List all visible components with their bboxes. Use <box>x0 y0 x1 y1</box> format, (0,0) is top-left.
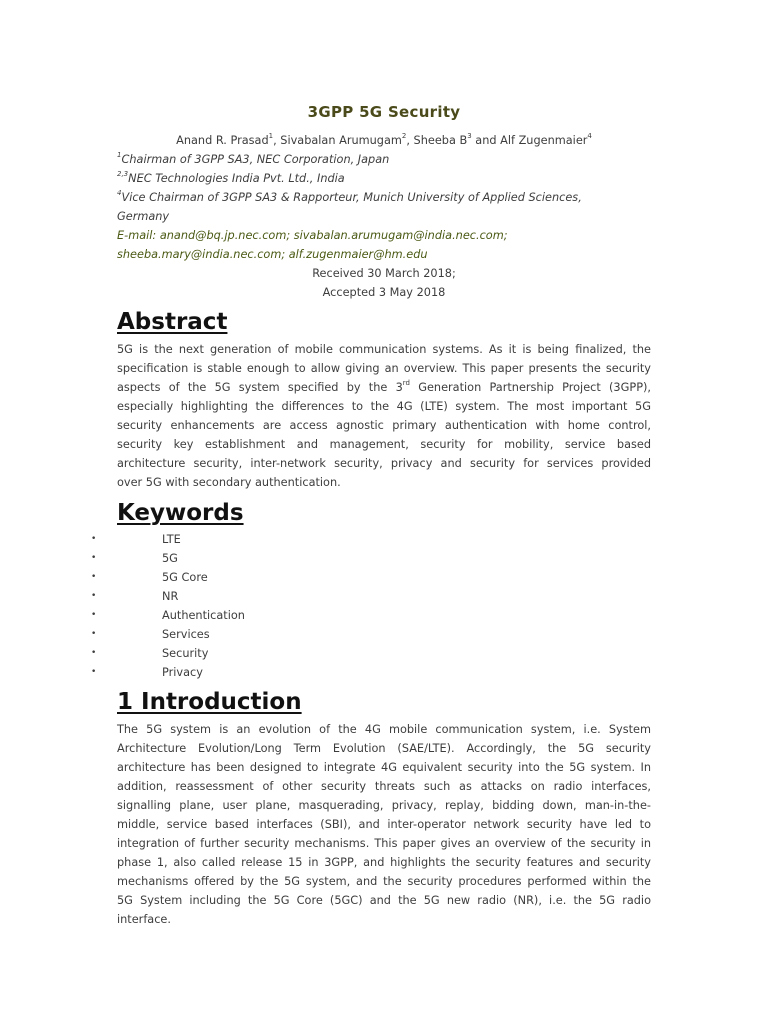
keyword-label: NR <box>162 590 179 603</box>
keyword-label: Services <box>162 628 210 641</box>
affiliation-line <box>117 169 345 188</box>
abstract-line: 5G is the next generation of mobile communication systems. As it is being finalized, the <box>117 343 651 356</box>
affiliation-continuation: Germany <box>117 210 170 223</box>
email-line: E-mail: anand@bq.jp.nec.com; sivabalan.arumugam@india.nec.com; <box>117 229 508 242</box>
ordinal-suffix: rd <box>402 379 410 388</box>
introduction-line: mechanisms offered by the 5G system, and the security procedures performed within the <box>117 875 651 888</box>
abstract-line: security key establishment and management, security for mobility, service based <box>117 438 651 451</box>
introduction-line: interface. <box>117 913 171 926</box>
introduction-line: integration of further security mechanisms. This paper gives an overview of the security in <box>117 837 651 850</box>
author-list <box>0 131 768 150</box>
keyword-label: LTE <box>162 533 181 546</box>
abstract-line: architecture security, inter-network security, privacy and security for services provided <box>117 457 651 470</box>
keyword-label: Privacy <box>162 666 203 679</box>
abstract-line: security enhancements are access agnostic primary authentication with home control, <box>117 419 651 432</box>
affiliation-line <box>117 188 582 207</box>
abstract-line-part: Generation Partnership Project (3GPP), <box>409 381 652 394</box>
introduction-line: The 5G system is an evolution of the 4G mobile communication system, i.e. System <box>117 723 651 736</box>
bullet-icon: • <box>91 534 97 544</box>
introduction-line: Architecture Evolution/Long Term Evolution (SAE/LTE). Accordingly, the 5G security <box>117 742 651 755</box>
introduction-line: signalling plane, user plane, masquerading, privacy, replay, bidding down, man-in-the- <box>117 799 651 812</box>
author-name: and Alf Zugenmaier <box>471 134 588 147</box>
bullet-icon: • <box>91 629 97 639</box>
introduction-line: middle, service based interfaces (SBI), and inter-operator network security have led to <box>117 818 651 831</box>
bullet-icon: • <box>91 610 97 620</box>
introduction-body <box>117 720 651 929</box>
introduction-line: addition, reassessment of other security threats such as attacks on radio interfaces, <box>117 780 651 793</box>
bullet-icon: • <box>91 667 97 677</box>
author-affiliation-mark: 2 <box>401 132 407 141</box>
accepted-date: Accepted 3 May 2018 <box>322 286 446 299</box>
paper-title: 3GPP 5G Security <box>307 103 461 121</box>
affiliation-text: Vice Chairman of 3GPP SA3 & Rapporteur, Munich University of Applied Sciences, <box>121 191 582 204</box>
keyword-label: 5G <box>162 552 178 565</box>
bullet-icon: • <box>91 591 97 601</box>
bullet-icon: • <box>91 648 97 658</box>
author-name: , Sheeba B <box>406 134 468 147</box>
keyword-label: 5G Core <box>162 571 208 584</box>
affiliation-text: NEC Technologies India Pvt. Ltd., India <box>128 172 345 185</box>
author-name: , Sivabalan Arumugam <box>273 134 402 147</box>
abstract-body <box>117 340 651 492</box>
abstract-line-part: aspects of the 5G system specified by the 3 <box>117 381 403 394</box>
affiliation-mark: 1 <box>117 151 122 160</box>
abstract-heading: Abstract <box>117 309 228 335</box>
abstract-line <box>117 378 651 397</box>
bullet-icon: • <box>91 572 97 582</box>
abstract-line: especially highlighting the differences to the 4G (LTE) system. The most important 5G <box>117 400 651 413</box>
email-line: sheeba.mary@india.nec.com; alf.zugenmaier@hm.edu <box>117 248 428 261</box>
introduction-line: phase 1, also called release 15 in 3GPP, and highlights the security features and security <box>117 856 651 869</box>
abstract-line: specification is stable enough to allow giving an overview. This paper presents the security <box>117 362 651 375</box>
introduction-line: 5G System including the 5G Core (5GC) and the 5G new radio (NR), i.e. the 5G radio <box>117 894 651 907</box>
author-affiliation-mark: 4 <box>587 132 592 141</box>
keyword-label: Authentication <box>162 609 245 622</box>
author-affiliation-mark: 1 <box>268 132 274 141</box>
affiliation-text: Chairman of 3GPP SA3, NEC Corporation, Japan <box>121 153 390 166</box>
affiliation-mark: 2,3 <box>117 170 129 179</box>
introduction-heading: 1 Introduction <box>117 689 302 715</box>
abstract-line: over 5G with secondary authentication. <box>117 476 341 489</box>
affiliation-mark: 4 <box>117 189 122 198</box>
author-name: Anand R. Prasad <box>176 134 269 147</box>
bullet-icon: • <box>91 553 97 563</box>
keywords-heading: Keywords <box>117 500 244 526</box>
affiliation-line <box>117 150 389 169</box>
keyword-label: Security <box>162 647 209 660</box>
received-date: Received 30 March 2018; <box>312 267 456 280</box>
introduction-line: architecture has been designed to integrate 4G equivalent security into the 5G system. In <box>117 761 651 774</box>
author-affiliation-mark: 3 <box>467 132 472 141</box>
